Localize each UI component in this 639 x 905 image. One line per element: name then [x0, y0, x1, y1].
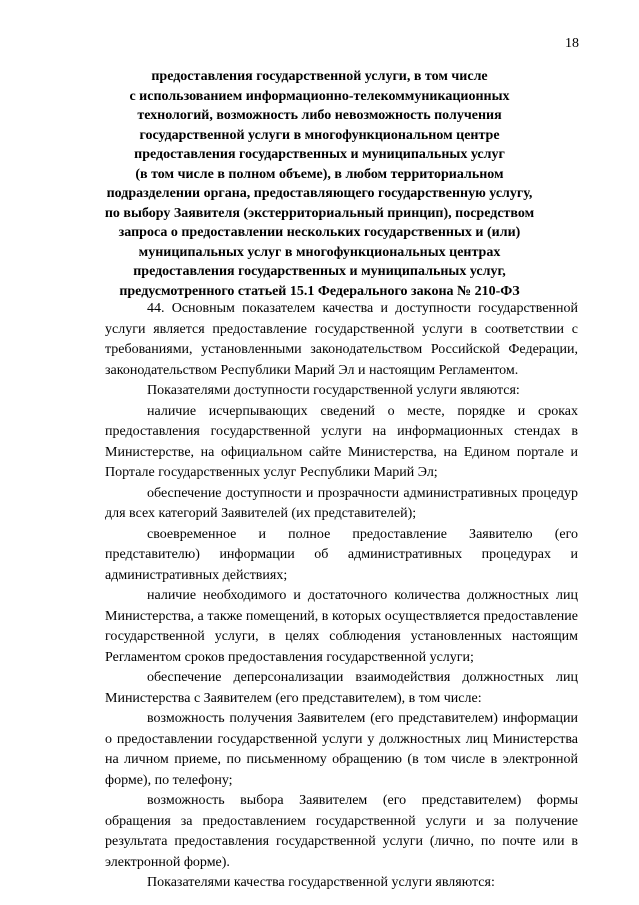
paragraph: возможность получения Заявителем (его представителем) информации о предоставлении государственной услуги у должностных лиц Министерства на личном приеме, по письменному обращению (в том числе в электронной форме), по телефону; [105, 711, 578, 788]
document-body [105, 299, 578, 894]
paragraph: 44. Основным показателем качества и доступности государственной услуги является предоставление государственной услуги в соответствии с требованиями, установленными законодательством Российской Федерации, законодательством Республики Марий Эл и настоящим Регламентом. [105, 301, 578, 378]
paragraph: своевременное и полное предоставление Заявителю (его представителю) информации об административных процедурах и административных действиях; [105, 526, 578, 583]
section-heading [100, 67, 539, 301]
paragraph: возможность выбора Заявителем (его представителем) формы обращения за предоставлением государственной услуги и за получение результата предоставления государственной услуги (лично, по почте или в электронной форме). [105, 793, 578, 870]
heading-line: технологий, возможность либо невозможность получения [137, 108, 502, 123]
paragraph: наличие необходимого и достаточного количества должностных лиц Министерства, а также помещений, в которых осуществляется предоставление государственной услуги, в целях соблюдения установленных настоящим Регламентом сроков предоставления государственной услуги; [105, 588, 578, 665]
page-number: 18 [565, 36, 579, 51]
heading-line: подразделении органа, предоставляющего государственную услугу, [106, 186, 533, 201]
heading-line: предоставления государственных и муниципальных услуг, [133, 264, 506, 279]
heading-line: с использованием информационно-телекоммуникационных [129, 88, 510, 104]
heading-line: муниципальных услуг в многофункциональных центрах [138, 244, 501, 260]
heading-line: запроса о предоставлении нескольких государственных и (или) [118, 225, 521, 240]
heading-line: по выбору Заявителя (экстерриториальный принцип), посредством [104, 205, 535, 221]
paragraph: обеспечение деперсонализации взаимодействия должностных лиц Министерства с Заявителем (его представителем), в том числе: [105, 670, 578, 706]
heading-line: предоставления государственных и муниципальных услуг [134, 147, 505, 162]
paragraph: наличие исчерпывающих сведений о месте, порядке и сроках предоставления государственной услуги на информационных стендах в Министерстве, на официальном сайте Министерства, на Едином портале и Портале государственных услуг Республики Марий Эл; [105, 403, 578, 480]
heading-line: (в том числе в полном объеме), в любом территориальном [135, 166, 504, 182]
paragraph: обеспечение доступности и прозрачности административных процедур для всех категорий Заявителей (их представителей); [105, 485, 578, 521]
heading-line: предоставления государственной услуги, в том числе [151, 69, 488, 84]
paragraph: Показателями качества государственной услуги являются: [147, 875, 495, 890]
heading-line: государственной услуги в многофункциональном центре [139, 127, 500, 143]
paragraph: Показателями доступности государственной услуги являются: [147, 383, 520, 398]
heading-line: предусмотренного статьей 15.1 Федерального закона № 210-ФЗ [119, 283, 520, 299]
